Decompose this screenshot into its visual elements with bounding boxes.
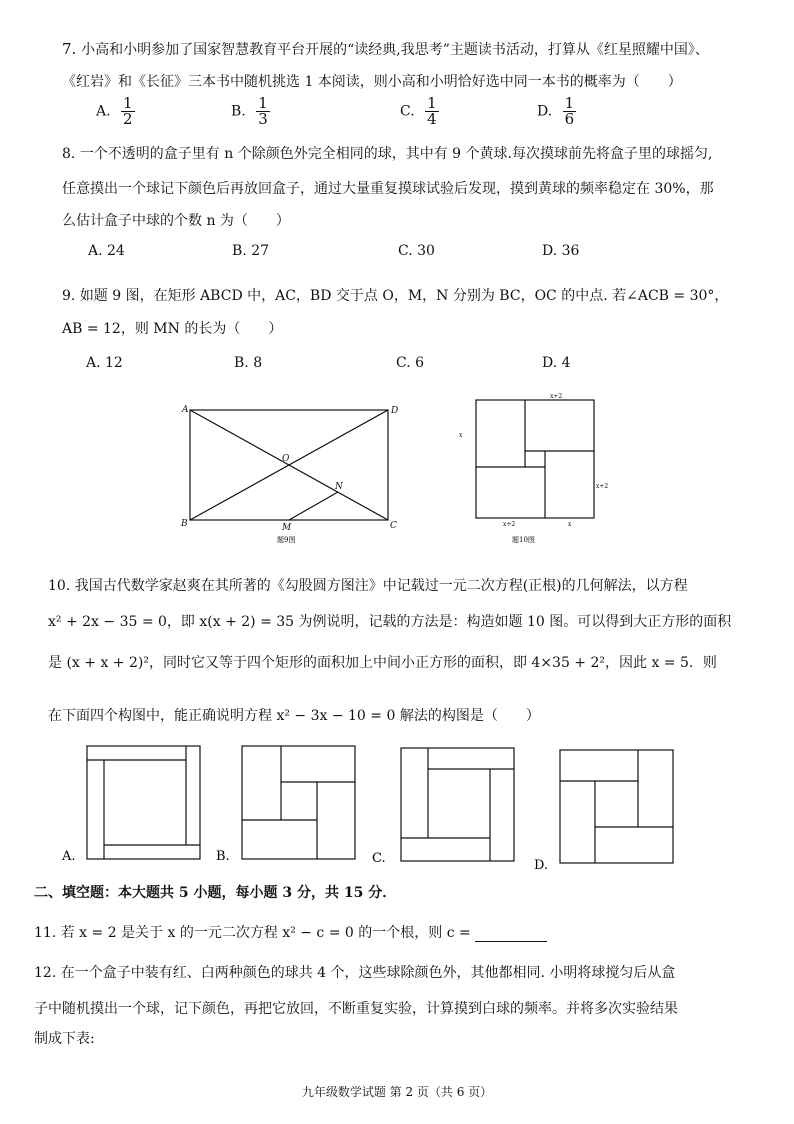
q9-line1: 9. 如题 9 图，在矩形 ABCD 中，AC，BD 交于点 O，M，N 分别为 BC，OC 的中点. 若∠ACB = 30°， xyxy=(62,288,729,304)
q10-option-a-label: A. xyxy=(62,849,76,864)
label-o: O xyxy=(282,454,290,464)
q8-option-b: B. 27 xyxy=(232,243,270,259)
fig10-label-left: x xyxy=(459,432,463,439)
q8-option-d: D. 36 xyxy=(542,243,580,259)
figure-9 xyxy=(178,400,398,545)
q9-line2: AB = 12，则 MN 的长为（ ） xyxy=(62,321,283,337)
fig10-label-bottom-left: x+2 xyxy=(503,521,516,528)
page-footer: 九年级数学试题 第 2 页（共 6 页） xyxy=(301,1085,493,1099)
q7-line1 xyxy=(62,40,709,59)
fig10-label-top: x+2 xyxy=(550,393,563,400)
q8-number: 8. xyxy=(62,146,76,162)
q11-line: 11. 若 x = 2 是关于 x 的一元二次方程 x² − c = 0 的一个根，则 c = xyxy=(34,924,547,942)
q11-number: 11. xyxy=(34,925,57,941)
q8-option-a: A. 24 xyxy=(88,243,125,259)
section-2-heading: 二、填空题：本大题共 5 小题，每小题 3 分，共 15 分． xyxy=(34,885,397,901)
fraction: $\frac{1}{6}$ xyxy=(564,94,575,128)
q8-option-c: C. 30 xyxy=(398,243,435,259)
label-d: D xyxy=(391,406,399,416)
outer-square xyxy=(476,400,594,518)
q9-option-b: B. 8 xyxy=(234,355,263,371)
q7-option-c: C. $\frac{1}{4}$ xyxy=(400,94,437,128)
q10-line2: x² + 2x − 35 = 0，即 x(x + 2) = 35 为例说明，记载的方法是：构造如题 10 图。可以得到大正方形的面积 xyxy=(48,614,732,630)
q12-number: 12. xyxy=(34,965,57,981)
q10-option-a-figure xyxy=(60,740,210,865)
q8-line3: 么估计盒子中球的个数 n 为（ ） xyxy=(62,213,290,229)
label-c: C xyxy=(390,521,397,531)
q11-answer-blank xyxy=(475,927,547,942)
q7-number: 7. xyxy=(62,40,77,58)
q10-option-b-figure xyxy=(214,742,364,867)
q12-line2: 子中随机摸出一个球，记下颜色，再把它放回，不断重复实验，计算摸到白球的频率。并将多次实验结果 xyxy=(34,1001,678,1017)
fig10-label-bottom-right: x xyxy=(568,521,572,528)
q10-option-d-label: D. xyxy=(534,858,549,873)
label-n: N xyxy=(335,482,343,492)
figure-10 xyxy=(456,392,609,547)
q9-number: 9. xyxy=(62,288,76,304)
q10-option-b-label: B. xyxy=(216,849,230,864)
q10-option-c-figure xyxy=(370,744,520,869)
q7-text-1: 小高和小明参加了国家智慧教育平台开展的“读经典,我思考”主题读书活动，打算从《红星照耀中国》、 xyxy=(81,42,709,58)
label-a: A xyxy=(182,405,189,415)
figure-9-caption: 题9图 xyxy=(277,536,296,544)
label-b: B xyxy=(181,519,188,529)
q10-option-c-label: C. xyxy=(372,851,386,866)
segment-mn xyxy=(289,492,338,520)
q7-option-a: A. $\frac{1}{2}$ xyxy=(96,94,133,128)
q7-option-d: D. $\frac{1}{6}$ xyxy=(537,94,575,128)
q10-option-d-figure xyxy=(530,745,690,873)
q7-line2: 《红岩》和《长征》三本书中随机挑选 1 本阅读，则小高和小明恰好选中同一本书的概率为（ ） xyxy=(62,74,682,90)
q10-line4: 在下面四个构图中，能正确说明方程 x² − 3x − 10 = 0 解法的构图是（ ） xyxy=(48,708,540,724)
fraction: $\frac{1}{3}$ xyxy=(258,94,268,128)
q8-line2: 任意摸出一个球记下颜色后再放回盒子，通过大量重复摸球试验后发现，摸到黄球的频率稳定在 30%，那 xyxy=(62,181,714,197)
q10-line3: 是 (x + x + 2)²，同时它又等于四个矩形的面积加上中间小正方形的面积，即 4×35 + 2²，因此 x = 5．则 xyxy=(48,655,717,671)
q9-option-c: C. 6 xyxy=(396,355,425,371)
q10-number: 10. xyxy=(48,578,71,594)
q12-line1: 12. 在一个盒子中装有红、白两种颜色的球共 4 个，这些球除颜色外，其他都相同. 小明将球搅匀后从盒 xyxy=(34,965,676,981)
fraction: $\frac{1}{4}$ xyxy=(427,94,437,128)
q12-line3: 制成下表: xyxy=(34,1031,95,1047)
q8-line1: 8. 一个不透明的盒子里有 n 个除颜色外完全相同的球，其中有 9 个黄球.每次摸球前先将盒子里的球摇匀, xyxy=(62,146,713,162)
figure-10-caption: 题10图 xyxy=(512,536,535,544)
fig10-label-right: x+2 xyxy=(596,483,609,490)
q9-option-a: A. 12 xyxy=(86,355,123,371)
fraction: $\frac{1}{2}$ xyxy=(123,94,133,128)
q9-option-d: D. 4 xyxy=(542,355,571,371)
q7-option-b: B. $\frac{1}{3}$ xyxy=(231,94,268,128)
q10-line1: 10. 我国古代数学家赵爽在其所著的《勾股圆方图注》中记载过一元二次方程(正根)的几何解法，以方程 xyxy=(48,578,688,594)
label-m: M xyxy=(282,523,292,533)
